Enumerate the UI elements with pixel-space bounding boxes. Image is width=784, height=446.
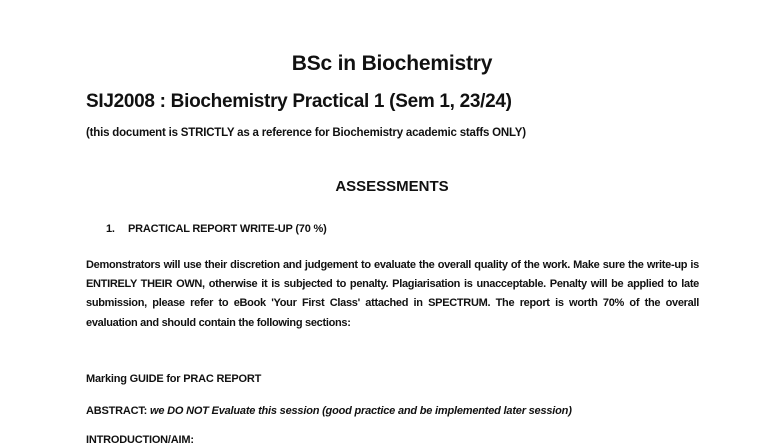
- document-title: BSc in Biochemistry: [291, 52, 493, 75]
- assessment-paragraph: Demonstrators will use their discretion and judgement to evaluate the overall quality of the work. Make sure the write-up is ENTIRELY THEIR OWN, otherwise it is subjected to penalty. Plagiarisation is unacceptable. Penalty will be applied to late submission, please refer to eBook 'Your First Class' attached in SPECTRUM. The report is worth 70% of the overall evaluation and should contain the following sections:: [86, 259, 699, 329]
- list-item: [106, 223, 327, 235]
- abstract-note: we DO NOT Evaluate this session (good practice and be implemented later session): [150, 405, 572, 417]
- abstract-label: ABSTRACT:: [86, 405, 150, 417]
- list-item-number: 1.: [106, 223, 115, 235]
- list-item-label: PRACTICAL REPORT WRITE-UP (70 %): [128, 223, 327, 235]
- assessments-heading: ASSESSMENTS: [335, 178, 449, 195]
- abstract-line: [86, 405, 572, 417]
- course-heading: SIJ2008 : Biochemistry Practical 1 (Sem 1, 23/24): [86, 91, 512, 112]
- restriction-note: (this document is STRICTLY as a reference for Biochemistry academic staffs ONLY): [86, 127, 526, 139]
- introduction-label: INTRODUCTION/AIM:: [86, 434, 194, 446]
- marking-guide-label: Marking GUIDE for PRAC REPORT: [86, 373, 262, 385]
